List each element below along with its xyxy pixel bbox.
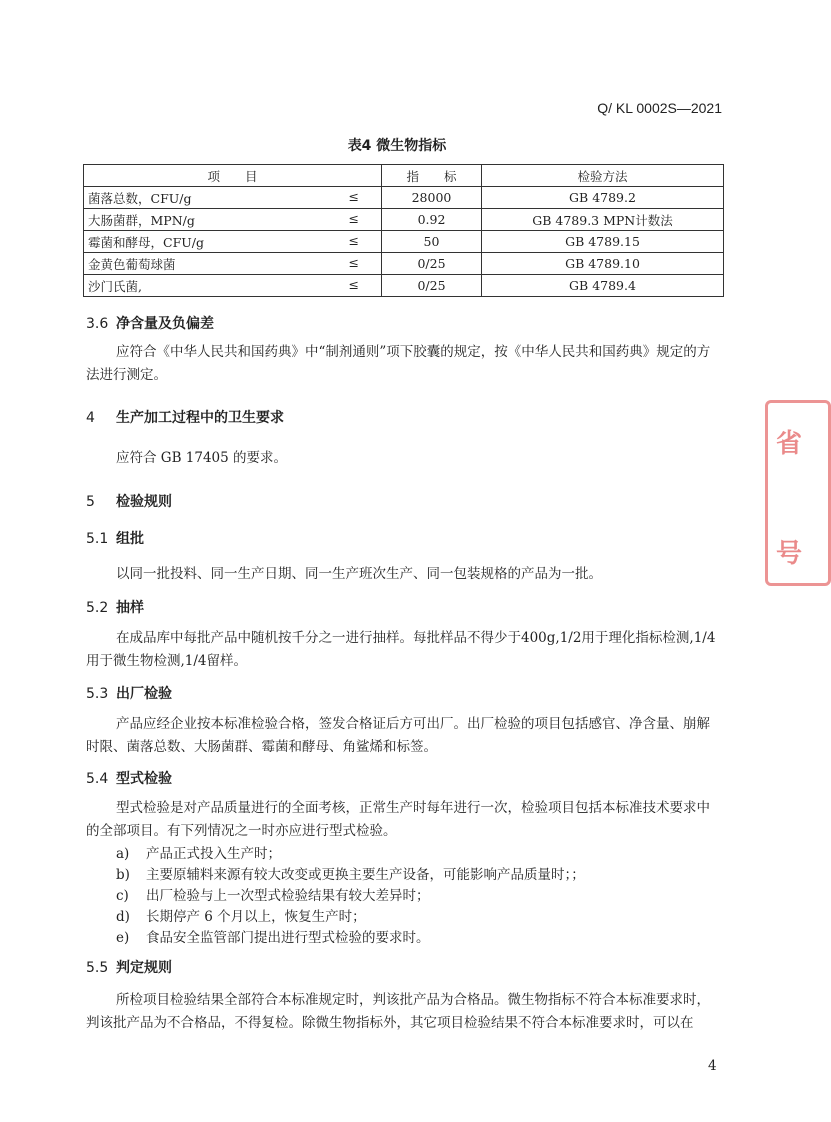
cell-method: GB 4789.2 [482, 187, 724, 209]
section-heading: 5.1 组批 [86, 531, 144, 547]
section-heading: 4 生产加工过程中的卫生要求 [86, 410, 284, 426]
cell-value: 0/25 [382, 253, 482, 275]
standard-number: Q/ KL 0002S—2021 [597, 100, 722, 116]
cell-value: 50 [382, 231, 482, 253]
section-heading: 3.6 净含量及负偏差 [86, 316, 214, 332]
cell-value: 0.92 [382, 209, 482, 231]
paragraph: 应符合 GB 17405 的要求。 [116, 450, 288, 466]
section-heading: 5.5 判定规则 [86, 960, 172, 976]
section-heading: 5.3 出厂检验 [86, 686, 172, 702]
cell-method: GB 4789.3 MPN计数法 [482, 209, 724, 231]
table-title: 表4 微生物指标 [347, 138, 447, 154]
list-item: e) 食品安全监管部门提出进行型式检验的要求时。 [116, 930, 430, 946]
table-row [84, 275, 724, 297]
paragraph: 型式检验是对产品质量进行的全面考核，正常生产时每年进行一次，检验项目包括本标准技术要求中的全部项目。有下列情况之一时亦应进行型式检验。 [86, 800, 710, 839]
page-number: 4 [708, 1058, 717, 1074]
list-item: a) 产品正式投入生产时； [116, 846, 281, 862]
cell-operator: ≤ [348, 254, 359, 270]
table-header [84, 165, 724, 187]
paragraph: 应符合《中华人民共和国药典》中“制剂通则”项下胶囊的规定，按《中华人民共和国药典》规定的方法进行测定。 [86, 344, 711, 383]
paragraph: 产品应经企业按本标准检验合格，签发合格证后方可出厂。出厂检验的项目包括感官、净含量、崩解时限、菌落总数、大肠菌群、霉菌和酵母、角鲨烯和标签。 [86, 716, 710, 755]
table-row [84, 253, 724, 275]
header-value: 指 标 [382, 165, 482, 187]
table-row [84, 231, 724, 253]
section-heading: 5.4 型式检验 [86, 771, 172, 787]
paragraph: 以同一批投料、同一生产日期、同一生产班次生产、同一包装规格的产品为一批。 [116, 566, 602, 582]
table-row [84, 187, 724, 209]
cell-item: 沙门氏菌, ≤ [84, 275, 382, 297]
paragraph: 所检项目检验结果全部符合本标准规定时，判该批产品为合格品。微生物指标不符合本标准要求时，判该批产品为不合格品，不得复检。除微生物指标外，其它项目检验结果不符合本标准要求时，可以在 [86, 992, 710, 1031]
cell-item: 大肠菌群，MPN/g ≤ [84, 209, 382, 231]
cell-value: 28000 [382, 187, 482, 209]
list-item: d) 长期停产 6 个月以上，恢复生产时； [116, 909, 366, 925]
list-item: c) 出厂检验与上一次型式检验结果有较大差异时； [116, 888, 430, 904]
cell-item: 金黄色葡萄球菌 ≤ [84, 253, 382, 275]
section-heading: 5.2 抽样 [86, 600, 144, 616]
cell-operator: ≤ [348, 276, 359, 292]
cell-value: 0/25 [382, 275, 482, 297]
table-row [84, 209, 724, 231]
list-item: b) 主要原辅料来源有较大改变或更换主要生产设备，可能影响产品质量时；； [116, 867, 585, 883]
cell-operator: ≤ [348, 188, 359, 204]
cell-item: 霉菌和酵母，CFU/g ≤ [84, 231, 382, 253]
header-method: 检验方法 [482, 165, 724, 187]
cell-method: GB 4789.4 [482, 275, 724, 297]
cell-operator: ≤ [348, 210, 359, 226]
red-seal-stamp: 省 号 [765, 400, 831, 586]
paragraph: 在成品库中每批产品中随机按千分之一进行抽样。每批样品不得少于400g,1/2用于理化指标检测,1/4用于微生物检测,1/4留样。 [86, 630, 716, 669]
microbial-table [83, 164, 724, 297]
cell-item: 菌落总数，CFU/g ≤ [84, 187, 382, 209]
cell-method: GB 4789.10 [482, 253, 724, 275]
section-heading: 5 检验规则 [86, 494, 172, 510]
header-item: 项 目 [84, 165, 382, 187]
cell-operator: ≤ [348, 232, 359, 248]
cell-method: GB 4789.15 [482, 231, 724, 253]
